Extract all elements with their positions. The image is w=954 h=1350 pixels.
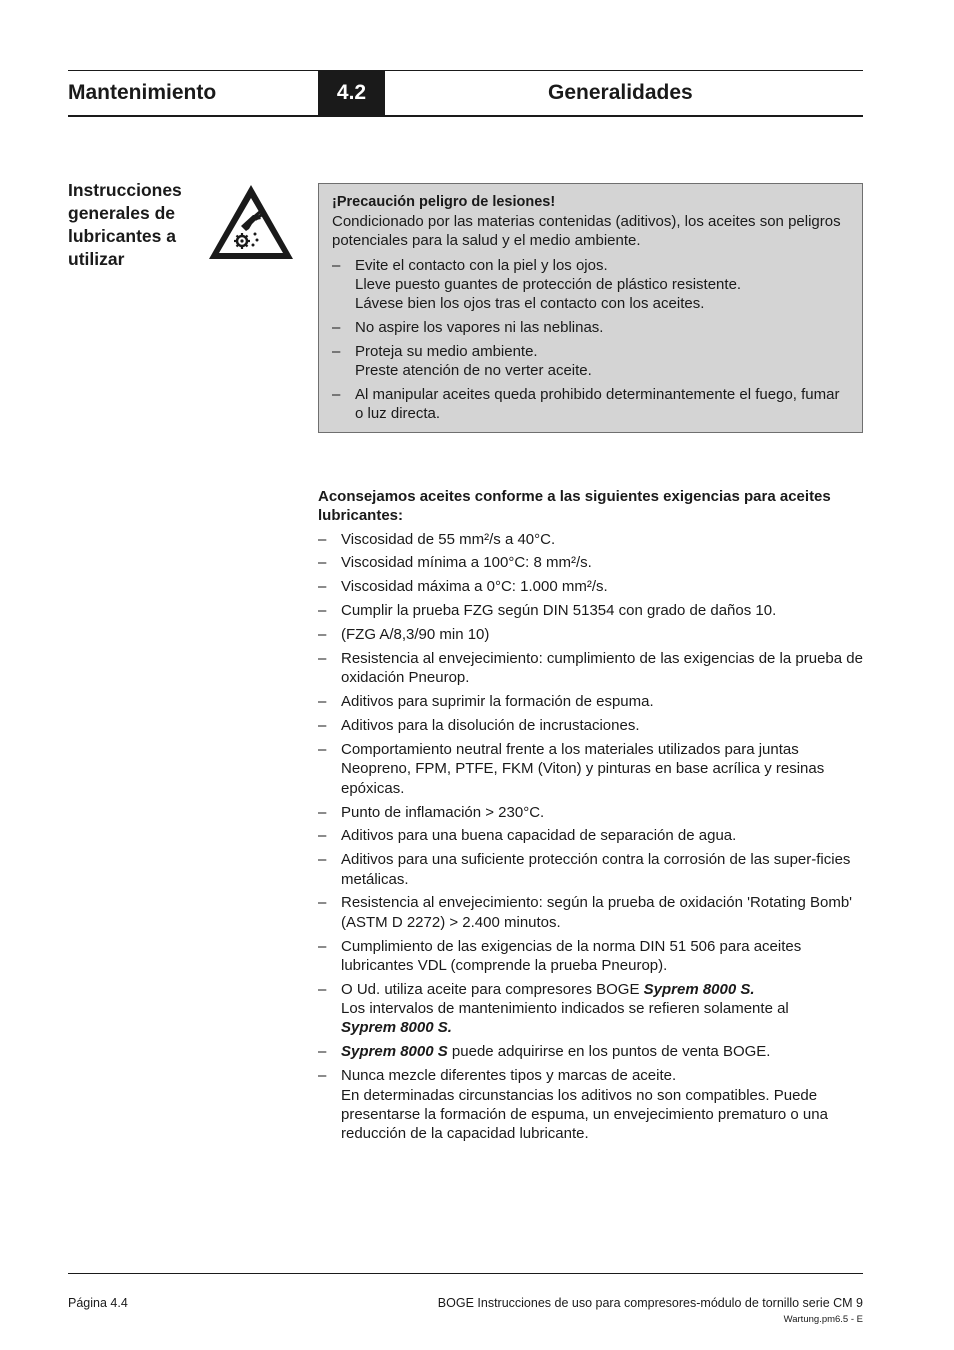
dash-bullet: – [318,650,327,668]
file-reference: Wartung.pm6.5 - E [783,1314,863,1325]
list-item-text: Punto de inflamación > 230°C. [341,803,545,821]
dash-bullet: – [318,1067,327,1085]
warning-item-line: No aspire los vapores ni las neblinas. [355,319,604,336]
dash-bullet: – [332,257,341,274]
page-header [68,70,863,117]
list-item-text: puede adquirirse en los puntos de venta BOGE. [447,1043,771,1061]
product-name: Syprem 8000 S [341,1043,448,1061]
hand-gear-warning-icon [206,182,296,262]
page-number: Página 4.4 [68,1296,128,1310]
list-item-text: (FZG A/8,3/90 min 10) [341,626,490,644]
warning-item-line: Proteja su medio ambiente. [355,343,538,360]
dash-bullet: – [318,1043,327,1061]
list-item [318,850,864,889]
document-title: BOGE Instrucciones de uso para compresores-módulo de tornillo serie CM 9 [437,1296,863,1310]
warning-intro: Condicionado por las materias contenidas (aditivos), los aceites son peligros potenciales para la salud y el medio ambiente. [332,213,841,249]
dash-bullet: – [318,827,327,845]
list-item-text: Comportamiento neutral frente a los materiales utilizados para juntas Neopreno, FPM, PTFE, FKM (Viton) y pinturas en base acrílica y resinas epóxicas. [341,741,825,797]
list-item [318,937,864,976]
list-item [318,893,864,932]
dash-bullet: – [318,554,327,572]
list-item-text: Viscosidad de 55 mm²/s a 40°C. [341,530,556,548]
warning-item-line: Lleve puesto guantes de protección de plástico resistente. [355,276,742,293]
warning-item [332,318,849,337]
dash-bullet: – [318,530,327,548]
warning-item-line: Lávese bien los ojos tras el contacto con los aceites. [355,295,705,312]
page-footer [68,1273,863,1325]
dash-bullet: – [332,319,341,336]
list-item-text: En determinadas circunstancias los aditivos no son compatibles. Puede presentarse la formación de espuma, un envejecimiento prematuro o una reducción de la capacidad lubricante. [341,1086,828,1143]
requirements-list [318,530,864,1144]
list-item [318,716,864,735]
list-item [318,625,864,644]
list-item [318,740,864,798]
list-item-text: Cumplir la prueba FZG según DIN 51354 con grado de daños 10. [341,602,777,620]
list-item-text: Viscosidad mínima a 100°C: 8 mm²/s. [341,554,592,572]
warning-box [318,183,863,433]
list-item [318,601,864,620]
warning-item [332,342,849,380]
main-content [318,487,864,1148]
list-item-text: Resistencia al envejecimiento: según la prueba de oxidación 'Rotating Bomb' (ASTM D 2272) > 2.400 minutos. [341,894,853,931]
list-item-text: O Ud. utiliza aceite para compresores BOGE [341,980,644,998]
warning-item [332,385,849,423]
list-item [318,1042,864,1061]
dash-bullet: – [318,803,327,821]
dash-bullet: – [318,894,327,912]
list-item-text: Aditivos para una suficiente protección contra la corrosión de las super-ficies metálicas. [341,851,851,888]
list-item [318,577,864,596]
list-item [318,826,864,845]
list-item [318,530,864,549]
list-item [318,692,864,711]
list-item [318,649,864,688]
warning-title: ¡Precaución peligro de lesiones! [332,194,556,210]
dash-bullet: – [318,851,327,869]
section-title: Generalidades [548,81,693,104]
dash-bullet: – [332,343,341,360]
dash-bullet: – [318,693,327,711]
list-item-text: Aditivos para la disolución de incrustaciones. [341,717,640,735]
list-item-text: Resistencia al envejecimiento: cumplimiento de las exigencias de la prueba de oxidación Pneurop. [341,650,863,687]
list-item-text: Nunca mezcle diferentes tipos y marcas de aceite. [341,1067,677,1085]
product-name: Syprem 8000 S. [643,980,755,998]
side-heading: Instrucciones generales de lubricantes a utilizar [68,180,182,269]
list-item-text: Viscosidad máxima a 0°C: 1.000 mm²/s. [341,578,608,596]
list-item [318,803,864,822]
dash-bullet: – [332,386,341,403]
dash-bullet: – [318,937,327,955]
warning-item-line: Evite el contacto con la piel y los ojos. [355,257,608,274]
product-name: Syprem 8000 S. [341,1019,452,1037]
list-item-text: Cumplimiento de las exigencias de la norma DIN 51 506 para aceites lubricantes VDL (comprende la prueba Pneurop). [341,937,802,974]
warning-item-line: Al manipular aceites queda prohibido determinantemente el fuego, fumar o luz directa. [355,386,840,422]
section-name: Mantenimiento [68,81,217,104]
warning-item-line: Preste atención de no verter aceite. [355,362,592,379]
warning-list [332,256,849,423]
dash-bullet: – [318,578,327,596]
dash-bullet: – [318,741,327,759]
list-item [318,1066,864,1143]
requirements-lead: Aconsejamos aceites conforme a las siguientes exigencias para aceites lubricantes: [318,488,831,525]
list-item-text: Aditivos para suprimir la formación de espuma. [341,693,654,711]
dash-bullet: – [318,602,327,620]
dash-bullet: – [318,980,327,998]
dash-bullet: – [318,717,327,735]
warning-item [332,256,849,313]
section-number: 4.2 [318,71,385,115]
dash-bullet: – [318,626,327,644]
list-item [318,980,864,1038]
list-item [318,553,864,572]
list-item-text: Los intervalos de mantenimiento indicados se refieren solamente al [341,1000,789,1018]
list-item-text: Aditivos para una buena capacidad de separación de agua. [341,827,737,845]
